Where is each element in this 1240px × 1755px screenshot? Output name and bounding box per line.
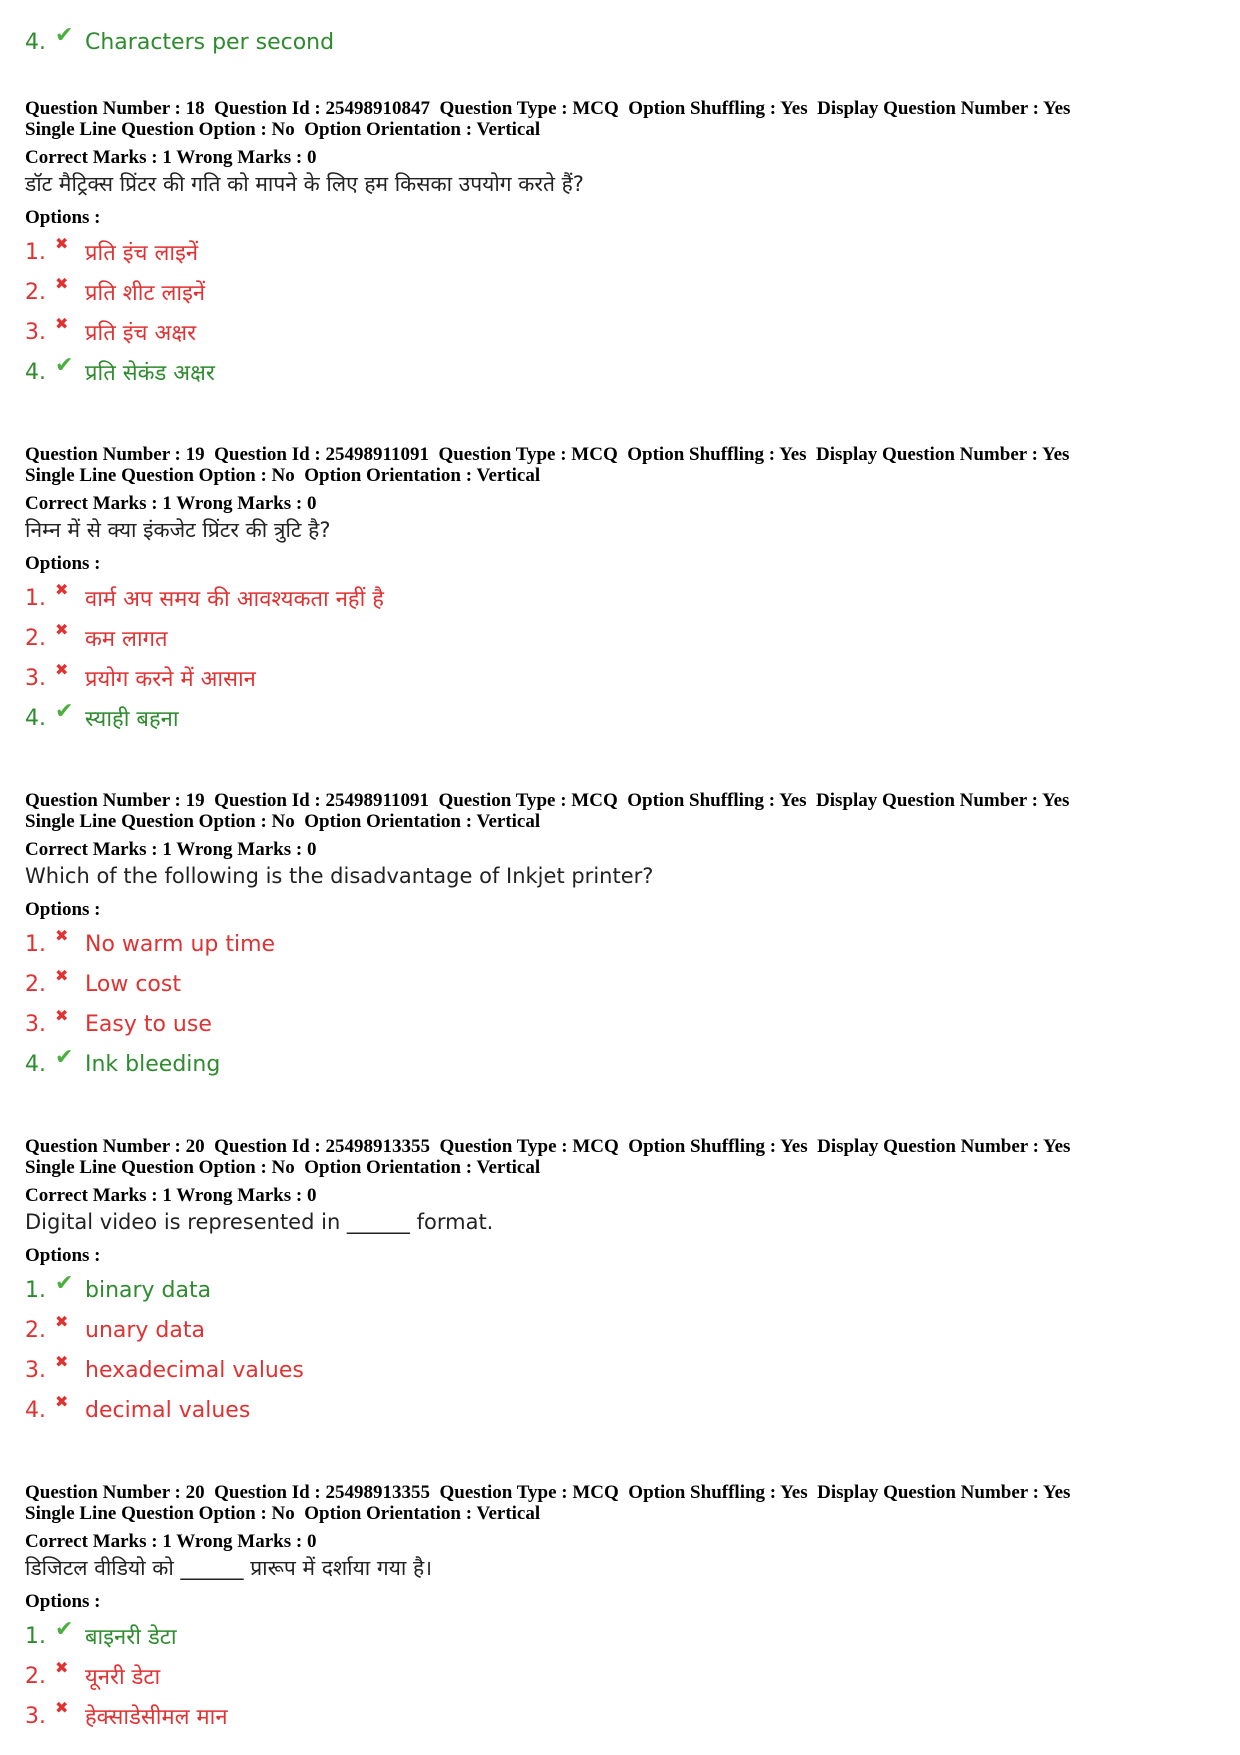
question-text: डिजिटल वीडियो को ______ प्रारूप में दर्शाया गया है। xyxy=(25,1556,433,1580)
question-block xyxy=(25,790,1215,1084)
option-text: Low cost xyxy=(85,971,181,997)
cross-icon: ✖ xyxy=(55,1392,69,1411)
option-number: 1. xyxy=(25,585,46,611)
question-meta-line1: Question Number : 20 Question Id : 25498913355 Question Type : MCQ Option Shuffling : Yes Display Question Number : Yes xyxy=(25,1482,1071,1503)
question-text: Digital video is represented in ______ format. xyxy=(25,1210,494,1234)
check-icon: ✔ xyxy=(55,1617,74,1642)
question-block xyxy=(25,1482,1215,1736)
option-number: 2. xyxy=(25,1317,46,1343)
question-text: डॉट मैट्रिक्स प्रिंटर की गति को मापने के लिए हम किसका उपयोग करते हैं? xyxy=(25,172,584,196)
question-meta-line2: Single Line Question Option : No Option Orientation : Vertical xyxy=(25,465,541,486)
option-text: प्रति इंच अक्षर xyxy=(85,321,197,346)
option-text: binary data xyxy=(85,1277,212,1303)
check-icon: ✔ xyxy=(55,1271,74,1296)
option-item xyxy=(25,1390,1215,1430)
cross-icon: ✖ xyxy=(55,620,69,639)
question-meta-line2: Single Line Question Option : No Option Orientation : Vertical xyxy=(25,1157,541,1178)
option-text: Ink bleeding xyxy=(85,1051,221,1077)
options-label: Options : xyxy=(25,207,101,228)
option-item xyxy=(25,1270,1215,1310)
cross-icon: ✖ xyxy=(55,660,69,679)
options-label: Options : xyxy=(25,553,101,574)
option-item xyxy=(25,232,1215,272)
question-meta-line1: Question Number : 19 Question Id : 25498911091 Question Type : MCQ Option Shuffling : Yes Display Question Number : Yes xyxy=(25,790,1070,811)
option-item xyxy=(25,578,1215,618)
option-item xyxy=(25,1044,1215,1084)
cross-icon: ✖ xyxy=(55,1312,69,1331)
option-text: प्रति सेकंड अक्षर xyxy=(85,361,215,386)
question-text: निम्न में से क्या इंकजेट प्रिंटर की त्रुटि है? xyxy=(25,518,331,542)
cross-icon: ✖ xyxy=(55,314,69,333)
question-text: Which of the following is the disadvantage of Inkjet printer? xyxy=(25,864,654,888)
option-text: स्याही बहना xyxy=(85,707,179,732)
option-item xyxy=(25,1350,1215,1390)
option-text: decimal values xyxy=(85,1397,251,1423)
option-number: 1. xyxy=(25,931,46,957)
option-text: No warm up time xyxy=(85,931,276,957)
option-number: 2. xyxy=(25,625,46,651)
check-icon: ✔ xyxy=(55,1045,74,1070)
option-item xyxy=(25,1616,1215,1656)
option-number: 3. xyxy=(25,1703,46,1729)
question-meta-line1: Question Number : 20 Question Id : 25498913355 Question Type : MCQ Option Shuffling : Yes Display Question Number : Yes xyxy=(25,1136,1071,1157)
option-item xyxy=(25,352,1215,392)
option-number: 3. xyxy=(25,319,46,345)
answer-key-page xyxy=(25,0,1215,1736)
option-text: Easy to use xyxy=(85,1011,212,1037)
option-number: 2. xyxy=(25,971,46,997)
option-number: 1. xyxy=(25,239,46,265)
check-icon: ✔ xyxy=(55,353,74,378)
option-text: hexadecimal values xyxy=(85,1357,304,1383)
question-list xyxy=(25,98,1215,1736)
cross-icon: ✖ xyxy=(55,1658,69,1677)
option-item xyxy=(25,924,1215,964)
option-number: 4. xyxy=(25,1051,46,1077)
question-marks: Correct Marks : 1 Wrong Marks : 0 xyxy=(25,839,317,860)
question-marks: Correct Marks : 1 Wrong Marks : 0 xyxy=(25,147,317,168)
option-number: 4. xyxy=(25,705,46,731)
option-number: 1. xyxy=(25,1277,46,1303)
question-marks: Correct Marks : 1 Wrong Marks : 0 xyxy=(25,493,317,514)
option-number: 4. xyxy=(25,1397,46,1423)
cross-icon: ✖ xyxy=(55,1698,69,1717)
option-text: Characters per second xyxy=(85,29,335,55)
question-block xyxy=(25,444,1215,738)
cross-icon: ✖ xyxy=(55,1006,69,1025)
option-item xyxy=(25,272,1215,312)
option-number: 3. xyxy=(25,1357,46,1383)
question-meta-line2: Single Line Question Option : No Option Orientation : Vertical xyxy=(25,119,541,140)
option-text: यूनरी डेटा xyxy=(85,1665,161,1690)
option-item xyxy=(25,658,1215,698)
check-icon: ✔ xyxy=(55,23,74,48)
option-item xyxy=(25,1004,1215,1044)
question-meta-line1: Question Number : 19 Question Id : 25498911091 Question Type : MCQ Option Shuffling : Yes Display Question Number : Yes xyxy=(25,444,1070,465)
question-block xyxy=(25,98,1215,392)
option-number: 1. xyxy=(25,1623,46,1649)
check-icon: ✔ xyxy=(55,699,74,724)
options-label: Options : xyxy=(25,1591,101,1612)
option-number: 4. xyxy=(25,359,46,385)
options-label: Options : xyxy=(25,899,101,920)
option-number: 4. xyxy=(25,29,46,55)
cross-icon: ✖ xyxy=(55,234,69,253)
cross-icon: ✖ xyxy=(55,1352,69,1371)
question-block xyxy=(25,1136,1215,1430)
option-item xyxy=(25,1310,1215,1350)
option-number: 3. xyxy=(25,1011,46,1037)
option-item xyxy=(25,964,1215,1004)
option-text: प्रयोग करने में आसान xyxy=(85,667,256,692)
options-label: Options : xyxy=(25,1245,101,1266)
question-meta-line2: Single Line Question Option : No Option Orientation : Vertical xyxy=(25,811,541,832)
cross-icon: ✖ xyxy=(55,926,69,945)
option-text: बाइनरी डेटा xyxy=(85,1625,177,1650)
option-item xyxy=(25,618,1215,658)
option-item xyxy=(25,22,1215,62)
option-text: प्रति शीट लाइनें xyxy=(85,281,206,306)
option-number: 2. xyxy=(25,279,46,305)
option-text: हेक्साडेसीमल मान xyxy=(85,1705,228,1730)
cross-icon: ✖ xyxy=(55,966,69,985)
option-text: वार्म अप समय की आवश्यकता नहीं है xyxy=(85,587,384,612)
option-text: unary data xyxy=(85,1317,205,1343)
option-item xyxy=(25,312,1215,352)
question-meta-line2: Single Line Question Option : No Option Orientation : Vertical xyxy=(25,1503,541,1524)
option-item xyxy=(25,698,1215,738)
option-item xyxy=(25,1696,1215,1736)
option-number: 3. xyxy=(25,665,46,691)
question-marks: Correct Marks : 1 Wrong Marks : 0 xyxy=(25,1185,317,1206)
option-number: 2. xyxy=(25,1663,46,1689)
option-text: प्रति इंच लाइनें xyxy=(85,241,199,266)
question-meta-line1: Question Number : 18 Question Id : 25498910847 Question Type : MCQ Option Shuffling : Yes Display Question Number : Yes xyxy=(25,98,1071,119)
cross-icon: ✖ xyxy=(55,580,69,599)
cross-icon: ✖ xyxy=(55,274,69,293)
question-marks: Correct Marks : 1 Wrong Marks : 0 xyxy=(25,1531,317,1552)
option-item xyxy=(25,1656,1215,1696)
option-text: कम लागत xyxy=(85,627,168,652)
